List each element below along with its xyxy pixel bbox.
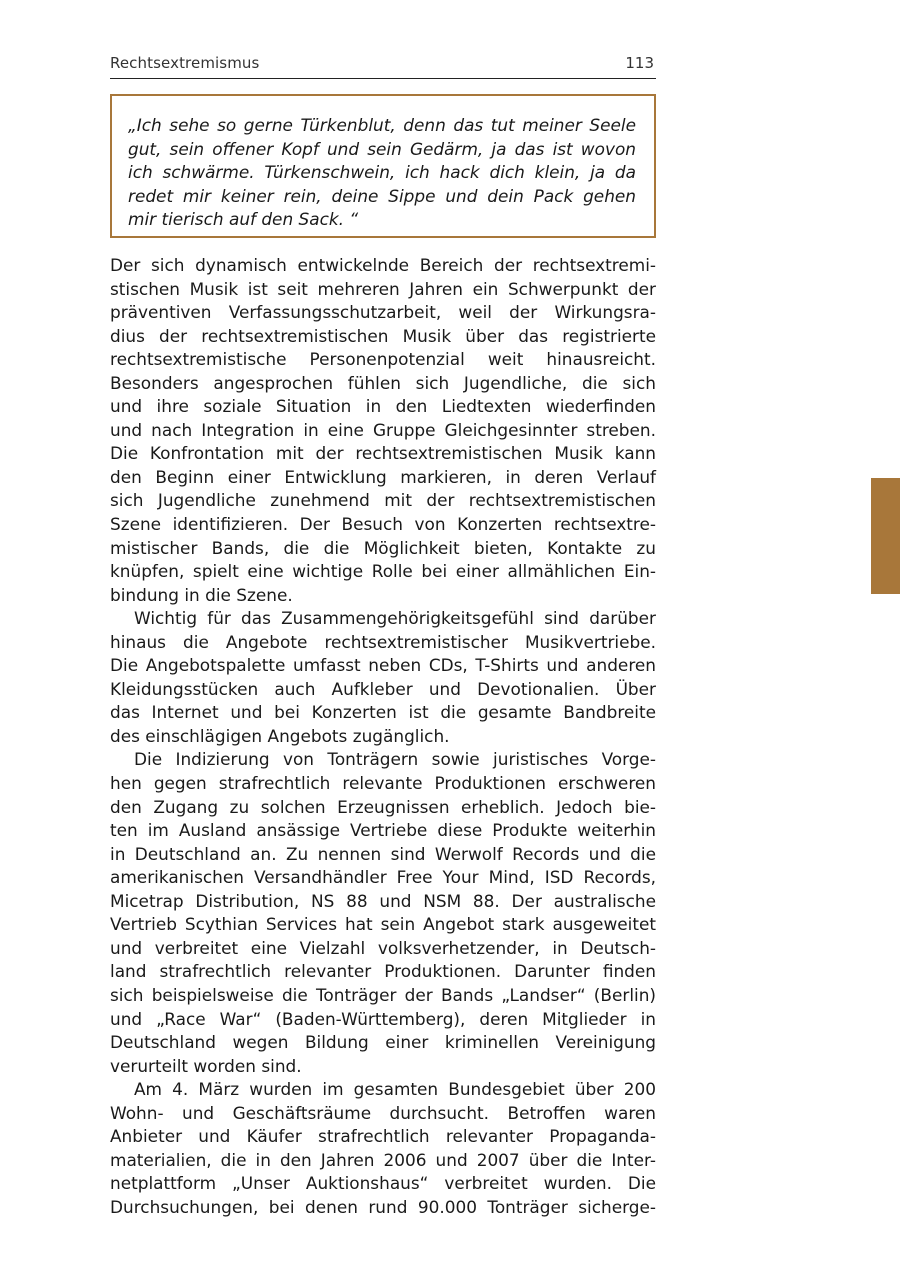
page-number: 113 <box>625 54 654 72</box>
text-line: sich Jugendliche zunehmend mit der rechtsextremistischen <box>110 490 656 511</box>
text-line: präventiven Verfassungsschutzarbeit, weil der Wirkungsra- <box>110 302 656 323</box>
text-line: Micetrap Distribution, NS 88 und NSM 88. Der australische <box>110 890 656 911</box>
text-line: bindung in die Szene. <box>110 584 293 605</box>
text-line: dius der rechtsextremistischen Musik über das registrierte <box>110 325 656 346</box>
text-line: materialien, die in den Jahren 2006 und 2007 über die Inter- <box>110 1149 656 1170</box>
chapter-thumb-tab <box>871 478 900 594</box>
text-line: Die Indizierung von Tonträgern sowie juristisches Vorge- <box>134 749 656 770</box>
quote-line: „Ich sehe so gerne Türkenblut, denn das tut meiner Seele <box>128 115 636 135</box>
text-line: rechtsextremistische Personenpotenzial weit hinausreicht. <box>110 349 656 370</box>
text-line: knüpfen, spielt eine wichtige Rolle bei einer allmählichen Ein- <box>110 561 656 582</box>
quote-box <box>110 94 656 238</box>
text-line: land strafrechtlich relevanter Produktionen. Darunter finden <box>110 961 656 982</box>
text-line: Die Angebotspalette umfasst neben CDs, T-Shirts und anderen <box>110 655 656 676</box>
text-line: hen gegen strafrechtlich relevante Produktionen erschweren <box>110 773 656 794</box>
text-line: Durchsuchungen, bei denen rund 90.000 Tonträger sicherge- <box>110 1196 656 1217</box>
quote-text <box>128 114 636 232</box>
text-line: sich beispielsweise die Tonträger der Bands „Landser“ (Berlin) <box>110 984 656 1005</box>
text-line: und nach Integration in eine Gruppe Gleichgesinnter streben. <box>110 419 656 440</box>
text-line: stischen Musik ist seit mehreren Jahren ein Schwerpunkt der <box>110 278 656 299</box>
text-line: Vertrieb Scythian Services hat sein Angebot stark ausgeweitet <box>110 914 656 935</box>
text-line: ten im Ausland ansässige Vertriebe diese Produkte weiterhin <box>110 820 656 841</box>
text-line: das Internet und bei Konzerten ist die gesamte Bandbreite <box>110 702 656 723</box>
text-line: den Zugang zu solchen Erzeugnissen erheblich. Jedoch bie- <box>110 796 656 817</box>
quote-line: redet mir keiner rein, deine Sippe und dein Pack gehen <box>128 185 636 206</box>
text-line: Deutschland wegen Bildung einer kriminellen Vereinigung <box>110 1032 656 1053</box>
body-text <box>110 254 656 1219</box>
text-line: Wohn- und Geschäftsräume durchsucht. Betroffen waren <box>110 1102 656 1123</box>
text-line: Besonders angesprochen fühlen sich Jugendliche, die sich <box>110 372 656 393</box>
text-line: Am 4. März wurden im gesamten Bundesgebiet über 200 <box>134 1079 656 1100</box>
text-line: und verbreitet eine Vielzahl volksverhetzender, in Deutsch- <box>110 937 656 958</box>
text-line: hinaus die Angebote rechtsextremistischer Musikvertriebe. <box>110 631 656 652</box>
text-line: und ihre soziale Situation in den Liedtexten wiederfinden <box>110 396 656 417</box>
text-line: und „Race War“ (Baden-Württemberg), deren Mitglieder in <box>110 1008 656 1029</box>
text-line: den Beginn einer Entwicklung markieren, in deren Verlauf <box>110 466 656 487</box>
text-line: Kleidungsstücken auch Aufkleber und Devotionalien. Über <box>110 678 656 699</box>
text-line: Wichtig für das Zusammengehörigkeitsgefühl sind darüber <box>134 608 656 629</box>
text-line: amerikanischen Versandhändler Free Your Mind, ISD Records, <box>110 867 656 888</box>
text-line: Die Konfrontation mit der rechtsextremistischen Musik kann <box>110 443 656 464</box>
text-line: verurteilt worden sind. <box>110 1055 302 1076</box>
text-line: Szene identifizieren. Der Besuch von Konzerten rechtsextre- <box>110 514 656 535</box>
text-line: Anbieter und Käufer strafrechtlich relevanter Propaganda- <box>110 1126 656 1147</box>
section-title: Rechtsextremismus <box>110 54 260 72</box>
quote-line: ich schwärme. Türkenschwein, ich hack dich klein, ja da <box>128 162 636 183</box>
text-line: Der sich dynamisch entwickelnde Bereich der rechtsextremi- <box>110 255 656 275</box>
text-line: mistischer Bands, die die Möglichkeit bieten, Kontakte zu <box>110 537 656 558</box>
running-header <box>110 52 656 79</box>
text-line: in Deutschland an. Zu nennen sind Werwolf Records und die <box>110 843 656 864</box>
text-line: des einschlägigen Angebots zugänglich. <box>110 725 450 746</box>
quote-line: gut, sein offener Kopf und sein Gedärm, ja das ist wovon <box>128 138 636 159</box>
text-line: netplattform „Unser Auktionshaus“ verbreitet wurden. Die <box>110 1173 656 1194</box>
quote-line: mir tierisch auf den Sack. “ <box>128 209 359 230</box>
